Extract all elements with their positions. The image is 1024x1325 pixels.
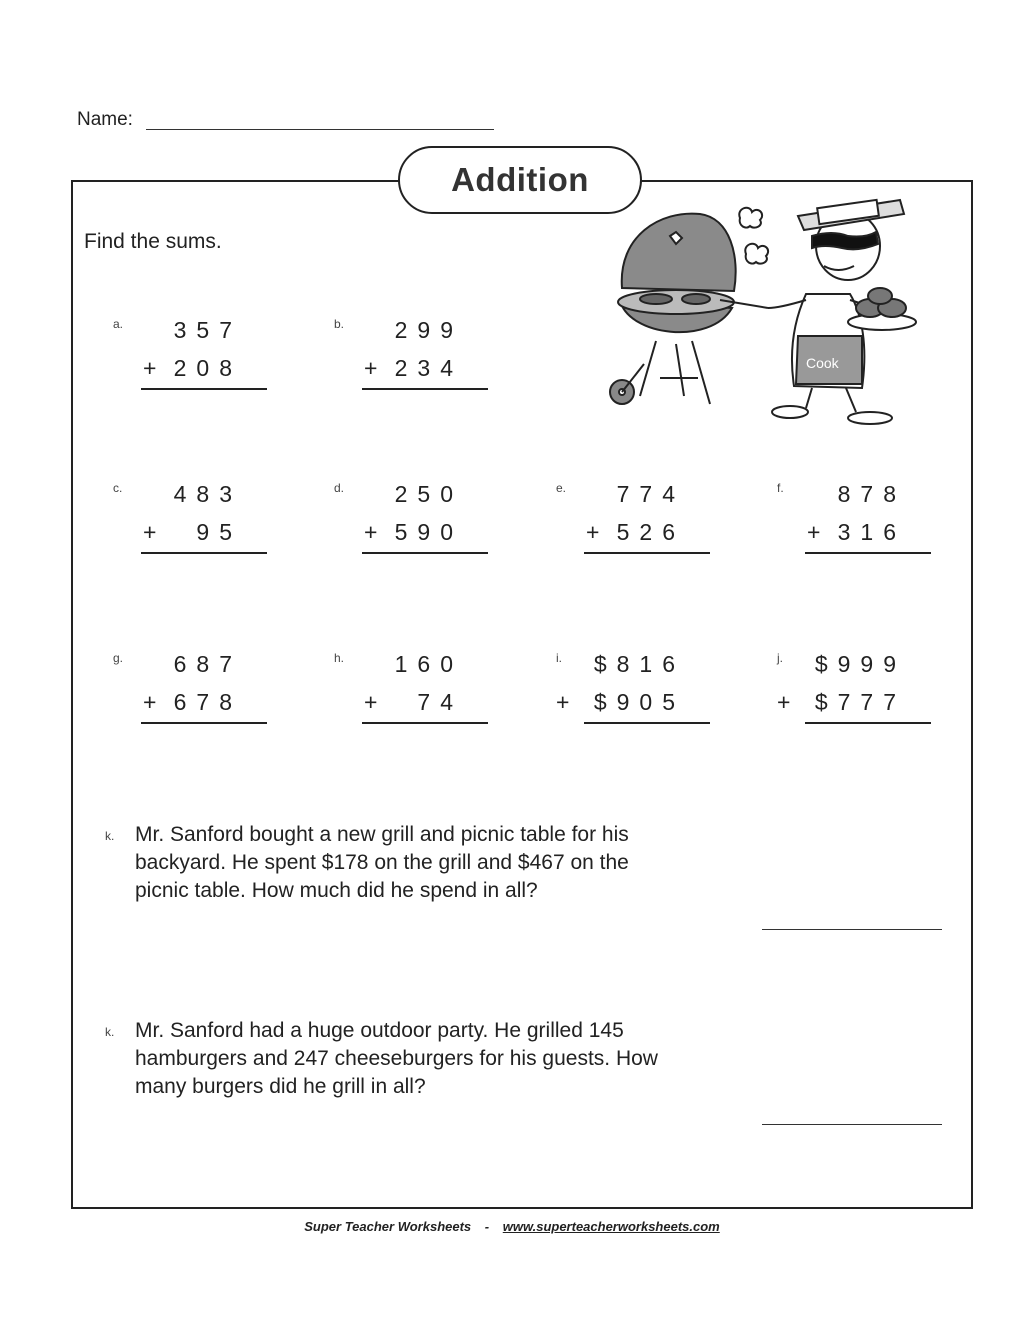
problem-letter: d. (334, 481, 345, 495)
problem-a (113, 317, 268, 407)
problem-top-number: 299 (394, 317, 463, 343)
sum-line (584, 552, 710, 554)
problem-bottom-number: 74 (417, 689, 463, 715)
plus-sign: + (777, 689, 791, 715)
plus-sign: + (807, 519, 821, 545)
name-blank-line[interactable] (146, 129, 494, 130)
footer-separator: - (484, 1219, 490, 1234)
worksheet-title: Addition (398, 146, 642, 214)
problem-top-number: 250 (394, 481, 463, 507)
problem-e (556, 481, 711, 571)
problem-bottom-number: $777 (814, 689, 906, 715)
footer-url-link[interactable]: www.superteacherworksheets.com (502, 1219, 720, 1234)
problem-top-number: 774 (616, 481, 685, 507)
sum-line (141, 722, 267, 724)
sum-line (805, 552, 931, 554)
problem-bottom-number: 526 (616, 519, 685, 545)
problem-bottom-number: 208 (173, 355, 242, 381)
answer-line-1[interactable] (762, 929, 942, 930)
problem-j (777, 651, 932, 741)
plus-sign: + (143, 689, 157, 715)
grill-cook-illustration (600, 196, 926, 436)
problem-f (777, 481, 932, 571)
sum-line (584, 722, 710, 724)
problem-letter: c. (113, 481, 123, 495)
problem-letter: e. (556, 481, 567, 495)
problem-top-number: $999 (814, 651, 906, 677)
instructions: Find the sums. (84, 230, 222, 253)
sum-line (141, 388, 267, 390)
footer (0, 1219, 1024, 1234)
plus-sign: + (143, 355, 157, 381)
sum-line (362, 552, 488, 554)
problem-b (334, 317, 489, 407)
problem-d (334, 481, 489, 571)
sum-line (362, 388, 488, 390)
word-problem-text: Mr. Sanford bought a new grill and picnic table for his backyard. He spent $178 on the grill and $467 on the picnic table. How much did he spend in all? (135, 823, 629, 902)
plus-sign: + (364, 519, 378, 545)
problem-top-number: 357 (173, 317, 242, 343)
problem-letter: g. (113, 651, 124, 665)
problem-letter: b. (334, 317, 345, 331)
name-label: Name: (77, 109, 133, 130)
problem-top-number: $816 (593, 651, 685, 677)
problem-letter: j. (777, 651, 783, 665)
problem-bottom-number: 678 (173, 689, 242, 715)
answer-line-2[interactable] (762, 1124, 942, 1125)
problem-top-number: 878 (837, 481, 906, 507)
problem-bottom-number: 234 (394, 355, 463, 381)
problem-bottom-number: 95 (196, 519, 242, 545)
plus-sign: + (364, 689, 378, 715)
plus-sign: + (143, 519, 157, 545)
problem-bottom-number: 316 (837, 519, 906, 545)
plus-sign: + (556, 689, 570, 715)
problem-h (334, 651, 489, 741)
apron-text: Cook (806, 355, 839, 371)
problem-letter: f. (777, 481, 784, 495)
problem-bottom-number: 590 (394, 519, 463, 545)
problem-letter: h. (334, 651, 345, 665)
problem-top-number: 483 (173, 481, 242, 507)
problem-top-number: 160 (394, 651, 463, 677)
word-problem-letter: k. (105, 1025, 115, 1039)
plus-sign: + (364, 355, 378, 381)
problem-letter: a. (113, 317, 124, 331)
problem-i (556, 651, 711, 741)
problem-top-number: 687 (173, 651, 242, 677)
problem-bottom-number: $905 (593, 689, 685, 715)
problem-c (113, 481, 268, 571)
sum-line (805, 722, 931, 724)
word-problem-letter: k. (105, 829, 115, 843)
word-problem-text: Mr. Sanford had a huge outdoor party. He grilled 145 hamburgers and 247 cheeseburgers for his guests. How many burgers did he grill in all? (135, 1019, 658, 1098)
sum-line (362, 722, 488, 724)
plus-sign: + (586, 519, 600, 545)
problem-letter: i. (556, 651, 562, 665)
sum-line (141, 552, 267, 554)
footer-brand: Super Teacher Worksheets (304, 1219, 472, 1234)
problem-g (113, 651, 268, 741)
